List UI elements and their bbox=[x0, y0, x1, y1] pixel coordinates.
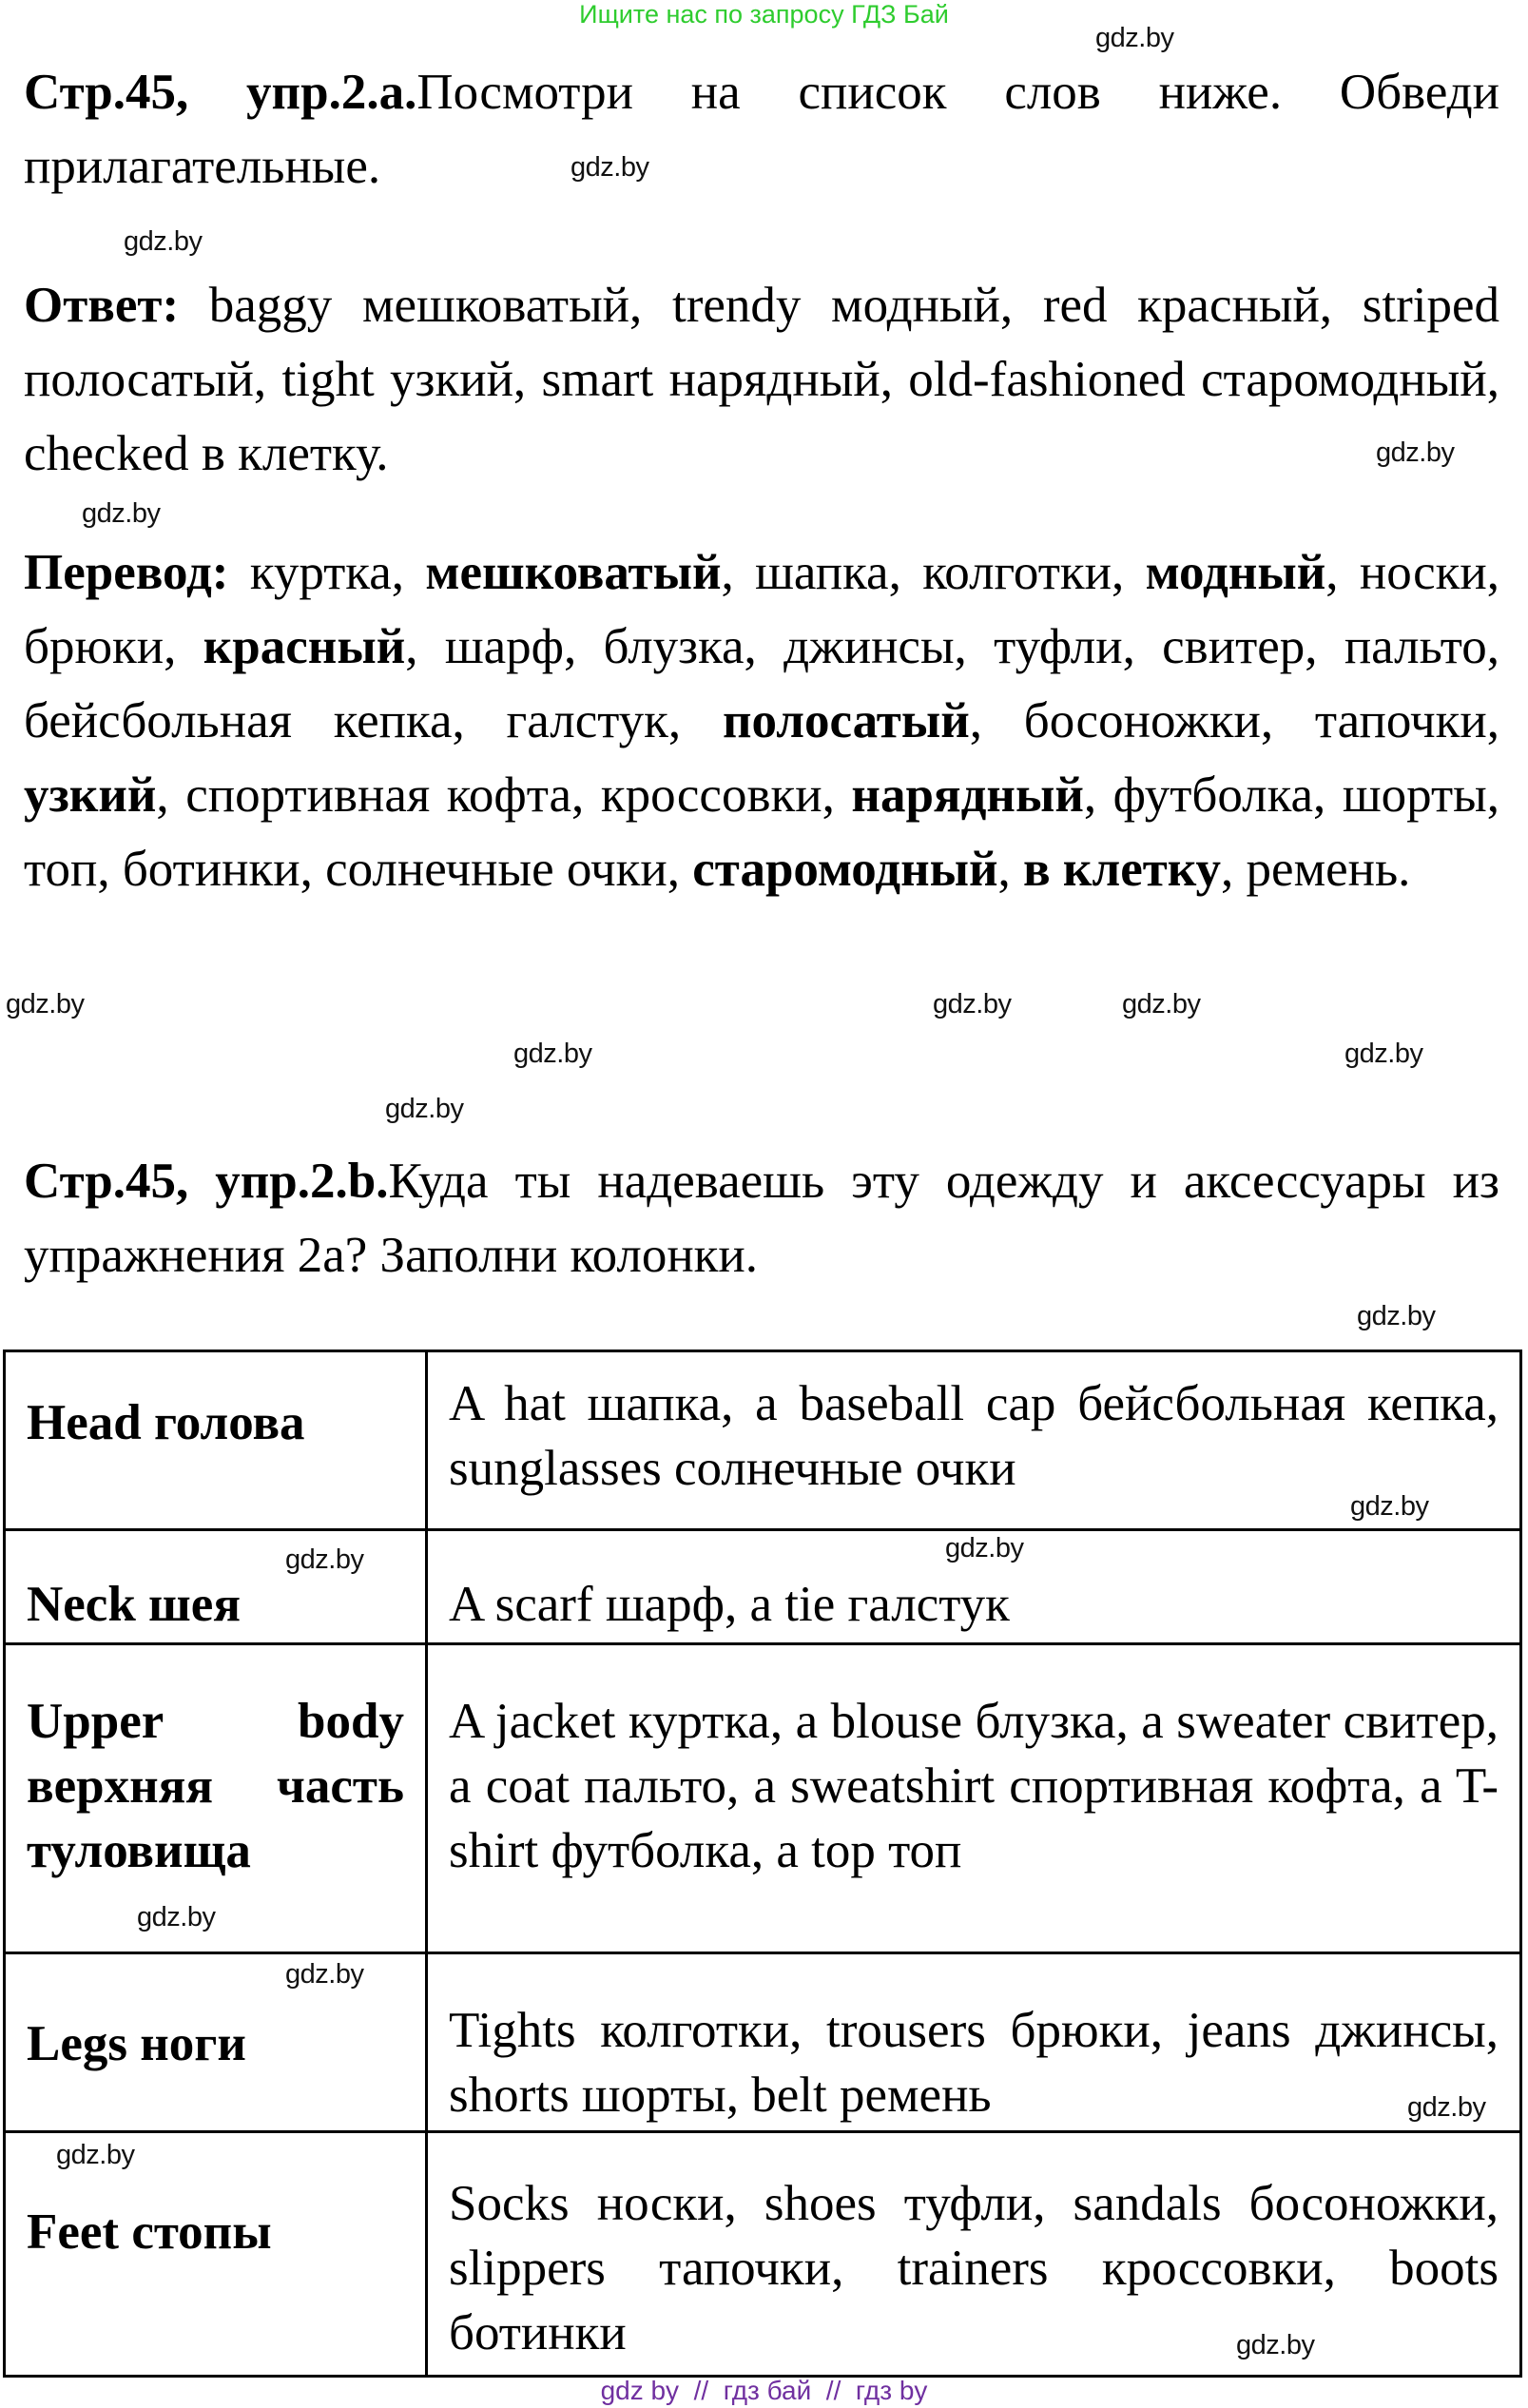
body-part-cell: Neck шея bbox=[5, 1530, 427, 1644]
search-hint-link[interactable]: Ищите нас по запросу ГДЗ Бай bbox=[579, 0, 949, 29]
bold-text-segment: красный bbox=[203, 619, 406, 674]
clothing-items-cell: A jacket куртка, a blouse блузка, a sweater свитер, a coat пальто, a sweatshirt спортивная кофта, a T-shirt футболка, a top топ bbox=[427, 1644, 1521, 1953]
text-segment: , bbox=[997, 842, 1024, 897]
watermark: gdz.by bbox=[1407, 2092, 1486, 2123]
watermark: gdz.by bbox=[82, 498, 161, 529]
watermark: gdz.by bbox=[945, 1533, 1024, 1563]
bold-text-segment: полосатый bbox=[722, 693, 970, 748]
bold-text-segment: Ответ: bbox=[24, 278, 209, 333]
body-part-cell: Feet стопы bbox=[5, 2132, 427, 2377]
text-segment: , футболка, шорты, топ, ботинки, солнечные очки, bbox=[24, 767, 1499, 897]
exercise-2b-prompt bbox=[24, 1144, 1499, 1292]
bold-text-segment: нарядный bbox=[851, 767, 1084, 823]
watermark: gdz.by bbox=[1357, 1301, 1436, 1331]
text-segment: , босоножки, тапочки, bbox=[969, 693, 1499, 748]
watermark: gdz.by bbox=[1350, 1491, 1429, 1522]
body-part-cell: Upper body верхняя часть туловища bbox=[5, 1644, 427, 1953]
clothing-items-cell: A hat шапка, a baseball cap бейсбольная кепка, sunglasses солнечные очки bbox=[427, 1351, 1521, 1530]
watermark: gdz.by bbox=[6, 989, 85, 1020]
table-row bbox=[5, 1351, 1521, 1530]
bold-text-segment: Стр.45, упр.2.a. bbox=[24, 65, 417, 120]
answer-paragraph bbox=[24, 268, 1499, 491]
watermark: gdz.by bbox=[285, 1959, 364, 1990]
text-segment: , шапка, колготки, bbox=[721, 545, 1146, 600]
footer-links[interactable]: gdz by // гдз бай // гдз by bbox=[600, 2376, 928, 2405]
table-row bbox=[5, 1953, 1521, 2132]
clothing-items-cell: Socks носки, shoes туфли, sandals босоножки, slippers тапочки, trainers кроссовки, boots ботинки bbox=[427, 2132, 1521, 2377]
clothing-table bbox=[3, 1350, 1522, 2378]
text-segment: Куда ты надеваешь эту одежду и аксессуары из упражнения 2a? Заполни колонки. bbox=[24, 1154, 1499, 1283]
text-segment: baggy мешковатый, trendy модный, red красный, striped полосатый, tight узкий, smart нарядный, old-fashioned старомодный, checked в клетку. bbox=[24, 278, 1499, 481]
bold-text-segment: мешковатый bbox=[425, 545, 722, 600]
text-segment: , спортивная кофта, кроссовки, bbox=[156, 767, 852, 823]
clothing-items-cell: Tights колготки, trousers брюки, jeans джинсы, shorts шорты, belt ремень bbox=[427, 1953, 1521, 2132]
watermark: gdz.by bbox=[1344, 1039, 1423, 1069]
watermark: gdz.by bbox=[137, 1902, 216, 1932]
table-row bbox=[5, 1530, 1521, 1644]
text-segment: , ремень. bbox=[1221, 842, 1411, 897]
watermark: gdz.by bbox=[571, 152, 649, 183]
watermark: gdz.by bbox=[513, 1039, 592, 1069]
text-segment: , носки, брюки, bbox=[24, 545, 1499, 674]
watermark: gdz.by bbox=[124, 226, 203, 257]
bold-text-segment: Стр.45, упр.2.b. bbox=[24, 1154, 389, 1209]
bold-text-segment: старомодный bbox=[692, 842, 998, 897]
watermark: gdz.by bbox=[1095, 23, 1174, 53]
text-segment: Посмотри на список слов ниже. Обведи прилагательные. bbox=[24, 65, 1499, 194]
body-part-cell: Head голова bbox=[5, 1351, 427, 1530]
bold-text-segment: узкий bbox=[24, 767, 157, 823]
bold-text-segment: модный bbox=[1145, 545, 1326, 600]
bold-text-segment: Перевод: bbox=[24, 545, 250, 600]
exercise-2a-prompt bbox=[24, 55, 1499, 204]
watermark: gdz.by bbox=[1376, 437, 1455, 468]
watermark: gdz.by bbox=[933, 989, 1012, 1020]
clothing-items-cell: A scarf шарф, a tie галстук bbox=[427, 1530, 1521, 1644]
watermark: gdz.by bbox=[1122, 989, 1201, 1020]
bold-text-segment: в клетку bbox=[1023, 842, 1222, 897]
table-row bbox=[5, 1644, 1521, 1953]
watermark: gdz.by bbox=[385, 1094, 464, 1124]
text-segment: , шарф, блузка, джинсы, туфли, свитер, пальто, бейсбольная кепка, галстук, bbox=[24, 619, 1499, 748]
watermark: gdz.by bbox=[285, 1544, 364, 1575]
body-part-cell: Legs ноги bbox=[5, 1953, 427, 2132]
watermark: gdz.by bbox=[56, 2140, 135, 2170]
translation-paragraph bbox=[24, 535, 1499, 906]
watermark: gdz.by bbox=[1236, 2330, 1315, 2360]
text-segment: куртка, bbox=[249, 545, 426, 600]
